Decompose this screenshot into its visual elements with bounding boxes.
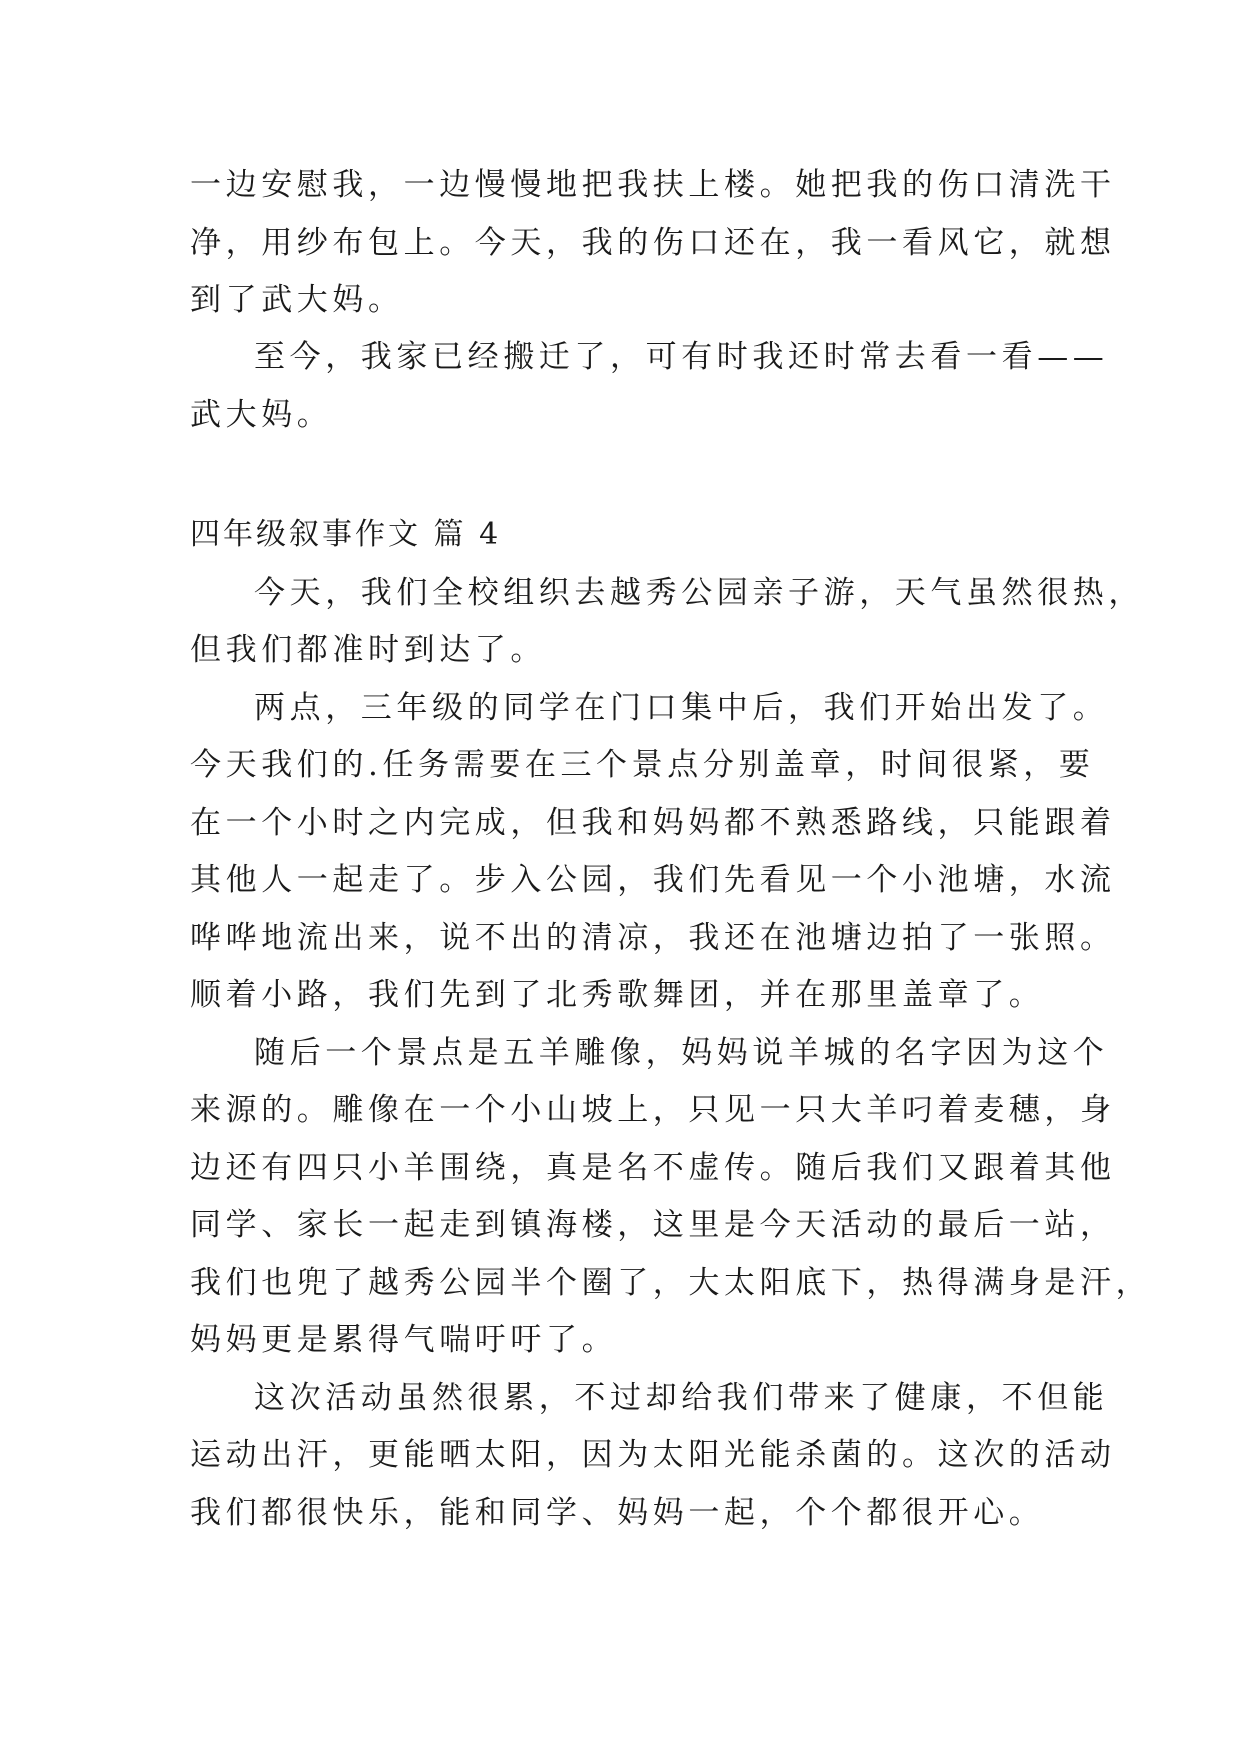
paragraph-line: 边还有四只小羊围绕，真是名不虚传。随后我们又跟着其他 [190,1150,1116,1186]
paragraph-line: 我们都很快乐，能和同学、妈妈一起，个个都很开心。 [190,1495,1045,1531]
paragraph-line: 到了武大妈。 [190,282,404,318]
paragraph-line: 一边安慰我，一边慢慢地把我扶上楼。她把我的伤口清洗干 [190,167,1116,203]
paragraph-line: 至今，我家已经搬迁了，可有时我还时常去看一看—— [254,339,1109,375]
paragraph-line: 我们也兜了越秀公园半个圈了，大太阳底下，热得满身是汗， [190,1265,1152,1301]
paragraph-line: 今天我们的.任务需要在三个景点分别盖章，时间很紧，要 [190,747,1095,783]
paragraph-line: 哗哗地流出来，说不出的清凉，我还在池塘边拍了一张照。 [190,920,1116,956]
paragraph-line: 运动出汗，更能晒太阳，因为太阳光能杀菌的。这次的活动 [190,1437,1116,1473]
section-title: 四年级叙事作文 篇 4 [190,517,502,552]
paragraph-line: 随后一个景点是五羊雕像，妈妈说羊城的名字因为这个 [254,1035,1109,1071]
paragraph-line: 妈妈更是累得气喘吁吁了。 [190,1322,618,1358]
paragraph-line: 在一个小时之内完成，但我和妈妈都不熟悉路线，只能跟着 [190,805,1116,841]
paragraph-line: 武大妈。 [190,397,333,433]
paragraph-line: 顺着小路，我们先到了北秀歌舞团，并在那里盖章了。 [190,977,1045,1013]
paragraph-line: 来源的。雕像在一个小山坡上，只见一只大羊叼着麦穗，身 [190,1092,1116,1128]
paragraph-line: 今天，我们全校组织去越秀公园亲子游，天气虽然很热， [254,575,1144,611]
paragraph-line: 其他人一起走了。步入公园，我们先看见一个小池塘，水流 [190,862,1116,898]
paragraph-line: 两点，三年级的同学在门口集中后，我们开始出发了。 [254,690,1109,726]
paragraph-line: 这次活动虽然很累，不过却给我们带来了健康，不但能 [254,1380,1109,1416]
paragraph-line: 净，用纱布包上。今天，我的伤口还在，我一看风它，就想 [190,225,1116,261]
paragraph-line: 同学、家长一起走到镇海楼，这里是今天活动的最后一站， [190,1207,1116,1243]
paragraph-line: 但我们都准时到达了。 [190,632,546,668]
